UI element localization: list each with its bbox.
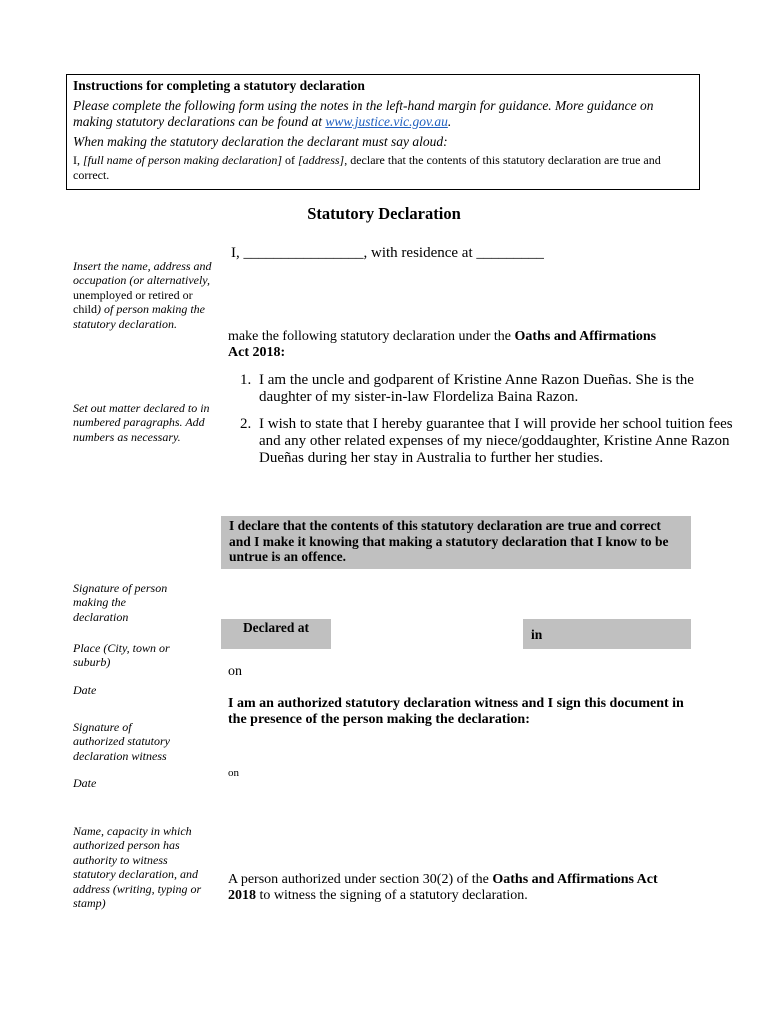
authorized-suffix: to witness the signing of a statutory declaration. — [256, 888, 528, 903]
make-prefix: make the following statutory declaration under the — [228, 329, 515, 344]
declared-at-field[interactable]: Declared at — [221, 619, 331, 649]
margin-note-date-1: Date — [73, 683, 97, 697]
guidance-text: Please complete the following form using the notes in the left-hand margin for guidance. More guidance on making statutory declarations can be found at — [73, 98, 654, 129]
instructions-box — [66, 74, 700, 190]
authorized-person-text — [228, 872, 678, 904]
margin-note-date-2: Date — [73, 776, 97, 790]
note-part-c: ) of person making the statutory declaration. — [73, 302, 205, 331]
margin-note-signature: Signature of person making the declaration — [73, 581, 168, 624]
declaration-item: 2. I wish to state that I hereby guarantee that I will provide her school tuition fees and any other related expenses of my niece/goddaughter, Kristine Anne Razon Dueñas during her stay in Australia to further her studies. — [255, 416, 735, 467]
template-of: of — [281, 153, 298, 167]
declarant-line: I, ________________, with residence at _________ — [231, 245, 544, 261]
make-declaration-text — [228, 329, 673, 361]
instructions-aloud: When making the statutory declaration the declarant must say aloud: — [73, 134, 448, 149]
margin-note-name-address — [73, 259, 215, 331]
margin-note-matter: Set out matter declared to in numbered paragraphs. Add numbers as necessary. — [73, 401, 210, 444]
declaration-statement-box: I declare that the contents of this statutory declaration are true and correct and I make it knowing that making a statutory declaration that I know to be untrue is an offence. — [221, 516, 691, 569]
template-rest: , declare that the contents of this statutory declaration are true and correct. — [73, 153, 661, 182]
on-label-2: on — [228, 767, 239, 779]
authorized-act: Oaths and Affirmations Act 2018 — [228, 872, 658, 903]
justice-link[interactable]: www.justice.vic.gov.au — [325, 114, 448, 129]
on-label-1: on — [228, 664, 242, 679]
margin-note-name-capacity: Name, capacity in which authorized person has authority to witness statutory declaration, and address (writing, typing or stamp) — [73, 824, 202, 911]
margin-note-witness-signature: Signature of authorized statutory declaration witness — [73, 720, 171, 763]
witness-statement: I am an authorized statutory declaration witness and I sign this document in the presence of the person making the declaration: — [228, 696, 684, 727]
template-i: I, — [73, 153, 83, 167]
template-name: [full name of person making declaration] — [83, 153, 282, 167]
declaration-items — [228, 372, 735, 477]
note-part-b: unemployed or retired or child — [73, 287, 193, 317]
instructions-title: Instructions for completing a statutory declaration — [73, 78, 365, 93]
make-act: Oaths and Affirmations Act 2018: — [228, 329, 657, 360]
template-address: [address] — [297, 153, 345, 167]
declaration-item: 1. I am the uncle and godparent of Kristine Anne Razon Dueñas. She is the daughter of my sister-in-law Flordeliza Baina Razon. — [255, 372, 735, 406]
instructions-template — [73, 153, 693, 183]
instructions-guidance — [73, 98, 693, 130]
in-field[interactable]: in — [523, 619, 691, 649]
document-title: Statutory Declaration — [307, 204, 461, 223]
authorized-prefix: A person authorized under section 30(2) of the — [228, 872, 493, 887]
guidance-suffix: . — [447, 114, 452, 129]
margin-note-place: Place (City, town or suburb) — [73, 641, 170, 670]
note-part-a: Insert the name, address and occupation (or alternatively, — [73, 259, 212, 288]
